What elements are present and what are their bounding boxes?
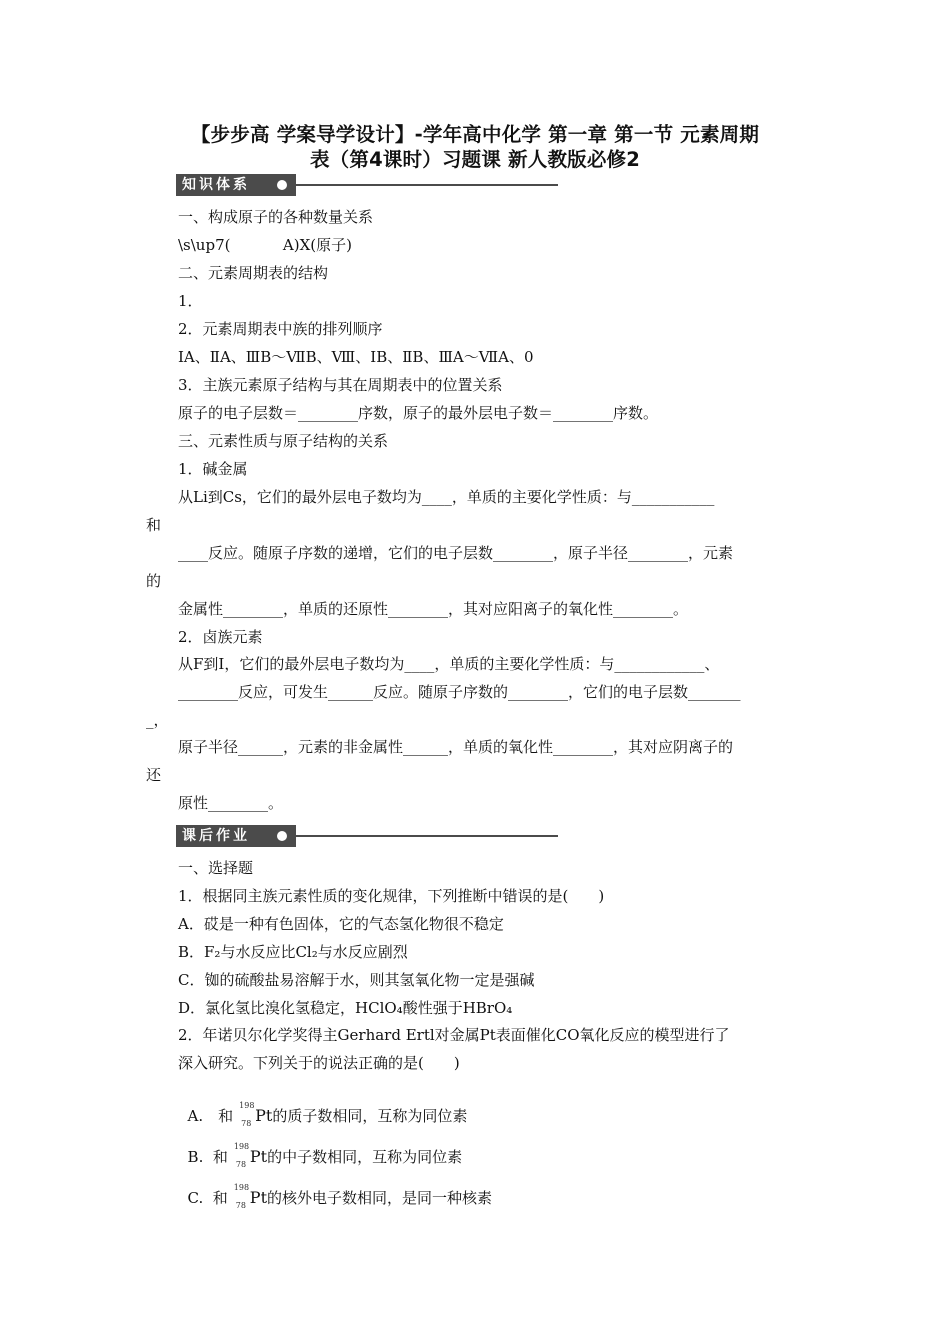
text-line: 2．卤族元素 <box>178 628 263 646</box>
option-prefix: B. 和 <box>187 1148 228 1166</box>
text-line: 深入研究。下列关于的说法正确的是( ) <box>178 1054 460 1072</box>
element-symbol: Pt <box>255 1106 273 1125</box>
bullet-dot-icon <box>277 180 287 190</box>
text-line: _， <box>146 711 169 729</box>
text-line: 从Li到Cs，它们的最外层电子数均为____，单质的主要化学性质：与___________ <box>178 488 715 506</box>
mass-number: 198 <box>239 1101 255 1110</box>
element-symbol: Pt <box>249 1188 267 1207</box>
question-1: 1．根据同主族元素性质的变化规律，下列推断中错误的是( ) <box>178 887 605 905</box>
text-line: 2．元素周期表中族的排列顺序 <box>178 320 383 338</box>
mass-number: 198 <box>233 1142 250 1151</box>
text-line: 1．碱金属 <box>178 460 248 478</box>
title-line-2: 表（第4课时）习题课 新人教版必修2 <box>309 148 641 171</box>
text-line: 二、元素周期表的结构 <box>178 264 329 282</box>
text-line: 1． <box>178 292 203 310</box>
isotope-symbol <box>228 1183 250 1210</box>
document-title <box>130 122 820 172</box>
atomic-number: 78 <box>235 1201 246 1210</box>
text-line: 的 <box>146 572 162 590</box>
text-line: 3．主族元素原子结构与其在周期表中的位置关系 <box>178 376 503 394</box>
option-text: 的质子数相同，互称为同位素 <box>272 1107 468 1125</box>
text-line: 原子半径______，元素的非金属性______，单质的氧化性________，其对应阴离子的 <box>178 738 734 756</box>
section-label: 知识体系 <box>182 177 250 193</box>
text-line: 三、元素性质与原子结构的关系 <box>178 432 389 450</box>
text-line: 金属性________，单质的还原性________，其对应阳离子的氧化性________。 <box>178 600 689 618</box>
text-line: ⅠA、ⅡA、ⅢB～ⅦB、Ⅷ、ⅠB、ⅡB、ⅢA～ⅦA、0 <box>178 348 534 366</box>
element-symbol: Pt <box>249 1147 268 1166</box>
section-label: 课后作业 <box>182 828 250 844</box>
question-2: 2．年诺贝尔化学奖得主Gerhard Ertl对金属Pt表面催化CO氧化反应的模型进行了 <box>178 1026 730 1044</box>
option-2c <box>178 1168 492 1209</box>
atomic-number: 78 <box>241 1119 252 1128</box>
mass-number: 198 <box>233 1183 250 1192</box>
option-1b: B．F₂与水反应比Cl₂与水反应剧烈 <box>178 943 408 961</box>
option-2a <box>178 1086 467 1127</box>
text-line: 从F到I，它们的最外层电子数均为____，单质的主要化学性质：与____________、 <box>178 655 720 673</box>
option-1a: A．砹是一种有色固体，它的气态氢化物很不稳定 <box>178 915 504 933</box>
text-line: ____反应。随原子序数的递增，它们的电子层数________，原子半径________，元素 <box>178 544 734 562</box>
text-line: 一、选择题 <box>178 859 254 877</box>
option-prefix: C. 和 <box>187 1189 228 1207</box>
section-rule <box>296 184 558 186</box>
atomic-number: 78 <box>235 1160 247 1169</box>
text-line: 原子的电子层数＝________序数，原子的最外层电子数＝________序数。 <box>178 404 659 422</box>
isotope-symbol <box>233 1101 255 1128</box>
option-2b <box>178 1127 462 1168</box>
isotope-symbol <box>228 1142 250 1169</box>
option-text: 的中子数相同，互称为同位素 <box>267 1148 463 1166</box>
option-text: 的核外电子数相同，是同一种核素 <box>267 1189 493 1207</box>
option-prefix: A. 和 <box>187 1107 234 1125</box>
bullet-dot-icon <box>277 831 287 841</box>
title-line-1: 【步步高 学案导学设计】-学年高中化学 第一章 第一节 元素周期 <box>190 123 760 146</box>
option-1d: D．氯化氢比溴化氢稳定，HClO₄酸性强于HBrO₄ <box>178 999 513 1017</box>
text-line: ________反应，可发生______反应。随原子序数的________，它们的电子层数_______ <box>178 683 741 701</box>
text-line: 还 <box>146 766 162 784</box>
option-1c: C．铷的硫酸盐易溶解于水，则其氢氧化物一定是强碱 <box>178 971 535 989</box>
text-line: \s\up7( A)X(原子) <box>178 236 352 254</box>
text-line: 原性________。 <box>178 794 284 812</box>
text-line: 和 <box>146 516 162 534</box>
text-line: 一、构成原子的各种数量关系 <box>178 208 374 226</box>
section-rule <box>296 835 558 837</box>
